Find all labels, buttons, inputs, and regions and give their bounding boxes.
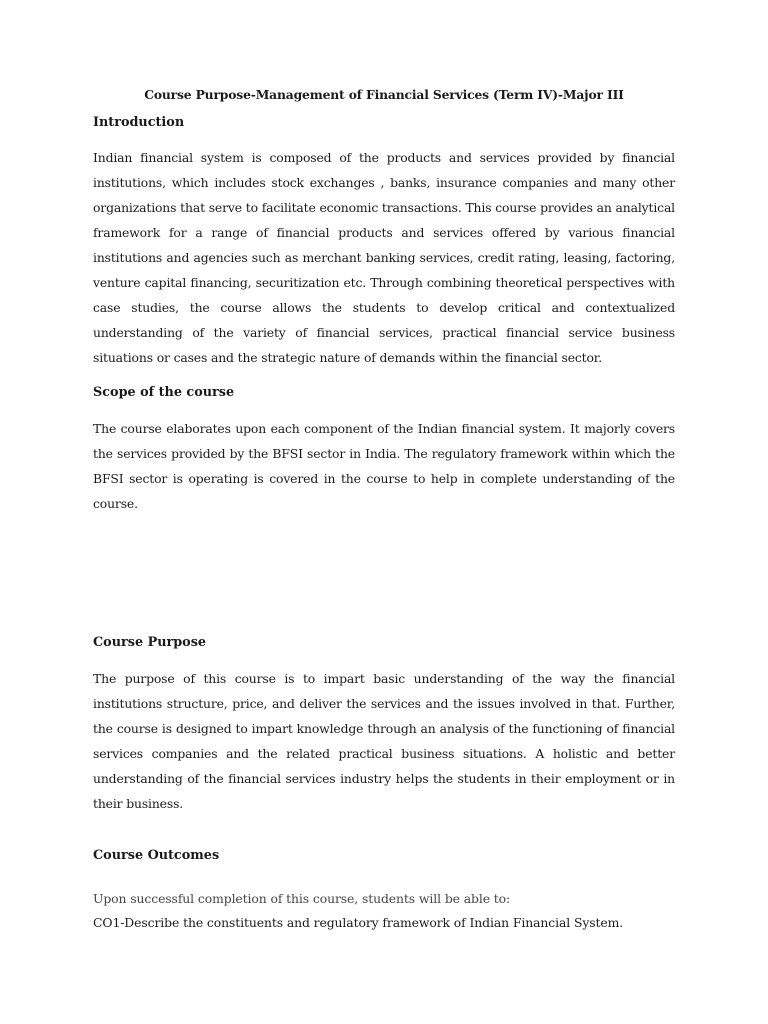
course-outcome-item: CO1-Describe the constituents and regulatory framework of Indian Financial System. bbox=[93, 915, 624, 930]
course-outcomes-heading: Course Outcomes bbox=[93, 848, 220, 863]
scope-paragraph: The course elaborates upon each component of the Indian financial system. It majorly covers the services provided by the BFSI sector in India. The regulatory framework within which the BFSI sector is operating is covered in the course to help in complete understanding of the course. bbox=[93, 421, 675, 511]
course-purpose-paragraph: The purpose of this course is to impart basic understanding of the way the financial institutions structure, price, and deliver the services and the issues involved in that. Further, the course is designed to impart knowledge through an analysis of the functioning of financial services companies and the related practical business situations. A holistic and better understanding of the financial services industry helps the students in their employment or in their business. bbox=[93, 671, 675, 811]
introduction-paragraph: Indian financial system is composed of the products and services provided by financial institutions, which includes stock exchanges , banks, insurance companies and many other organizations that serve to facilitate economic transactions. This course provides an analytical framework for a range of financial products and services offered by various financial institutions and agencies such as merchant banking services, credit rating, leasing, factoring, venture capital financing, securitization etc. Through combining theoretical perspectives with case studies, the course allows the students to develop critical and contextualized understanding of the variety of financial services, practical financial service business situations or cases and the strategic nature of demands within the financial sector. bbox=[93, 150, 675, 365]
introduction-heading: Introduction bbox=[93, 115, 185, 130]
course-purpose-heading: Course Purpose bbox=[93, 635, 207, 650]
document-title: Course Purpose-Management of Financial Services (Term IV)-Major III bbox=[144, 87, 624, 102]
course-outcomes-intro: Upon successful completion of this course, students will be able to: bbox=[93, 891, 511, 906]
scope-heading: Scope of the course bbox=[93, 385, 235, 400]
